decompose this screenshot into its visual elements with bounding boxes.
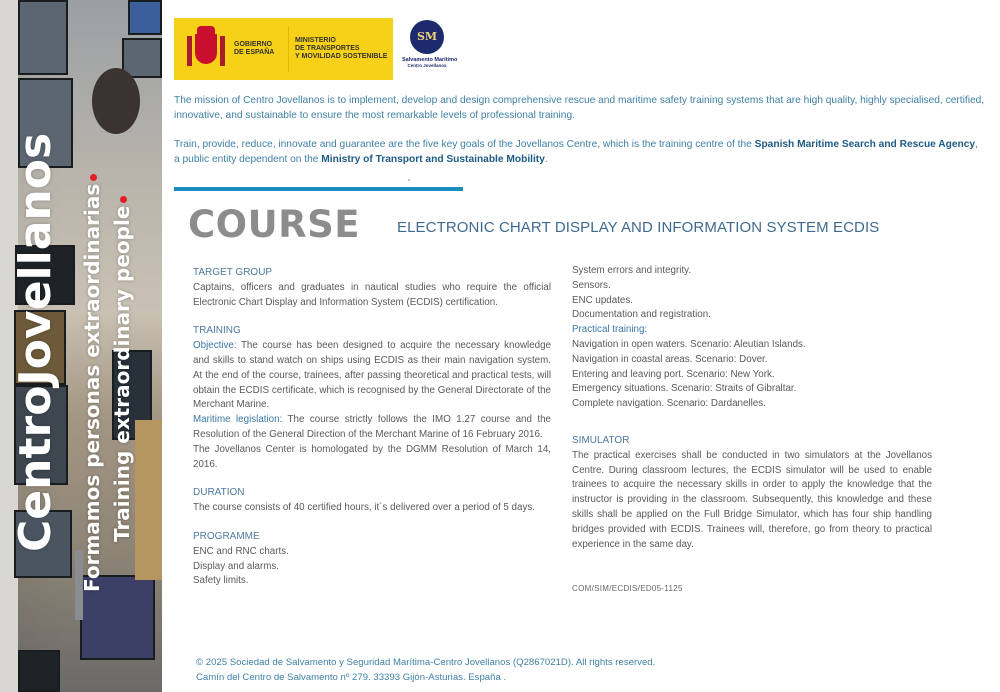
course-code: COM/SIM/ECDIS/ED05-1125 xyxy=(572,584,683,594)
coat-of-arms-icon xyxy=(184,26,228,72)
sm-name: Salvamento Marítimo xyxy=(402,57,458,63)
sm-emblem-icon: SM xyxy=(410,20,444,54)
gov-line-2: DE ESPAÑA xyxy=(234,49,275,56)
training-objective xyxy=(193,339,551,413)
address-text: Camín del Centro de Salvamento nº 279. 33393 Gijón-Asturias. España . xyxy=(196,672,507,683)
goals-statement xyxy=(174,137,986,167)
programme-item: Safety limits. xyxy=(193,575,249,587)
accent-divider xyxy=(174,187,463,191)
goals-text: Train, provide, reduce, innovate and guarantee are the five key goals of the Jovellanos Centre, which is the training centre of the xyxy=(174,139,755,150)
government-logo xyxy=(174,18,393,80)
red-dot-icon xyxy=(90,174,97,181)
section-heading-target-group: TARGET GROUP xyxy=(193,267,273,278)
legislation-label: Maritime legislation: xyxy=(193,414,283,426)
copyright-text: © 2025 Sociedad de Salvamento y Seguridad Marítima-Centro Jovellanos (Q2867021D). All rights reserved. xyxy=(196,657,656,668)
programme-item: ENC and RNC charts. xyxy=(193,545,289,557)
programme-item: Documentation and registration. xyxy=(572,309,711,321)
programme-item: System errors and integrity. xyxy=(572,265,692,276)
red-dot-icon xyxy=(120,196,127,203)
legislation-text: The course strictly follows the IMO 1.27 course and the Resolution of the General Direction of the Merchant Marine of 16 February 2016. xyxy=(193,414,551,440)
sidebar-rotated-text xyxy=(0,0,162,692)
tagline-spanish xyxy=(80,174,104,592)
right-column xyxy=(572,264,932,597)
duration-text: The course consists of 40 certified hours, it´s delivered over a period of 5 days. xyxy=(193,502,535,514)
practical-item: Complete navigation. Scenario: Dardanelles. xyxy=(572,398,766,410)
left-column xyxy=(193,266,551,589)
section-heading-duration: DURATION xyxy=(193,487,245,499)
training-legislation xyxy=(193,413,551,443)
ministry-name: Ministry of Transport and Sustainable Mobility xyxy=(321,154,545,165)
course-title: ELECTRONIC CHART DISPLAY AND INFORMATION SYSTEM ECDIS xyxy=(397,219,880,236)
training-homologation: The Jovellanos Center is homologated by the DGMM Resolution of March 14, 2016. xyxy=(193,443,551,470)
programme-item: Sensors. xyxy=(572,279,611,291)
mission-statement: The mission of Centro Jovellanos is to implement, develop and design comprehensive rescue and maritime safety training systems that are high quality, highly specialised, certified, innovative, and sustainable to ensure the most remarkable levels of professional training. xyxy=(174,95,985,121)
practical-item: Entering and leaving port. Scenario: New York. xyxy=(572,368,775,380)
ministry-label xyxy=(295,37,387,61)
programme-item: Display and alarms. xyxy=(193,560,280,572)
target-group-text: Captains, officers and graduates in nautical studies who require the official Electronic Chart Display and Information System (ECDIS) certification. xyxy=(193,281,551,308)
tagline-spanish-text: Formamos personas extraordinarias xyxy=(80,183,104,592)
brand-wordmark: CentroJovellanos xyxy=(10,132,61,552)
intro-block xyxy=(174,93,986,167)
programme-item: ENC updates. xyxy=(572,294,633,306)
sm-subtitle: Centro Jovellanos xyxy=(407,63,447,68)
goals-text: . xyxy=(544,154,548,165)
section-heading-training: TRAINING xyxy=(193,325,241,337)
objective-text: The course has been designed to acquire the necessary knowledge and skills to stand watch on ships using ECDIS as their main navigation system. At the end of the course, trainees, after passing theoretical and practical tests, will obtain the ECDIS certificate, which is recognised by the General Directorate of the Merchant Marine. xyxy=(193,340,551,411)
practical-item: Emergency situations. Scenario: Straits of Gibraltar. xyxy=(572,383,797,395)
decorative-dot xyxy=(408,179,410,181)
ministry-line-1: MINISTERIO xyxy=(295,37,336,44)
ministry-line-2: DE TRANSPORTES xyxy=(295,45,360,52)
simulator-text: The practical exercises shall be conducted in two simulators at the Jovellanos Centre. During classroom lectures, the ECDIS simulator will be used to enable trainees to acquire the necessary skills in order to apply the knowledge that the instructor is providing in the classroom. Subsequently, this knowledge and these skills shall be applied on the Full Bridge Simulator, which has four ship handling bridges provided with ECDIS. Trainees will, therefore, go from theory to practical experience in the same day. xyxy=(572,449,932,550)
section-heading-simulator: SIMULATOR xyxy=(572,434,630,446)
objective-label: Objective: xyxy=(193,340,237,352)
agency-name: Spanish Maritime Search and Rescue Agency xyxy=(754,139,976,150)
practical-item: Navigation in coastal areas. Scenario: Dover. xyxy=(572,353,768,365)
ministry-line-3: Y MOVILIDAD SOSTENIBLE xyxy=(295,53,388,60)
tagline-english xyxy=(110,196,134,542)
sidebar-photo-banner xyxy=(0,0,162,692)
footer xyxy=(196,655,655,685)
section-heading-programme: PROGRAMME xyxy=(193,530,260,542)
tagline-english-text: Training extraordinary people xyxy=(110,205,134,542)
practical-item: Navigation in open waters. Scenario: Aleutian Islands. xyxy=(572,338,806,350)
course-label: COURSE xyxy=(188,203,361,246)
goals-text: , a public entity dependent on the xyxy=(174,139,978,165)
practical-training-label: Practical training: xyxy=(572,324,648,336)
salvamento-maritimo-logo xyxy=(402,20,458,80)
logo-divider xyxy=(288,26,289,72)
government-label xyxy=(234,41,282,57)
gov-line-1: GOBIERNO xyxy=(234,41,273,48)
